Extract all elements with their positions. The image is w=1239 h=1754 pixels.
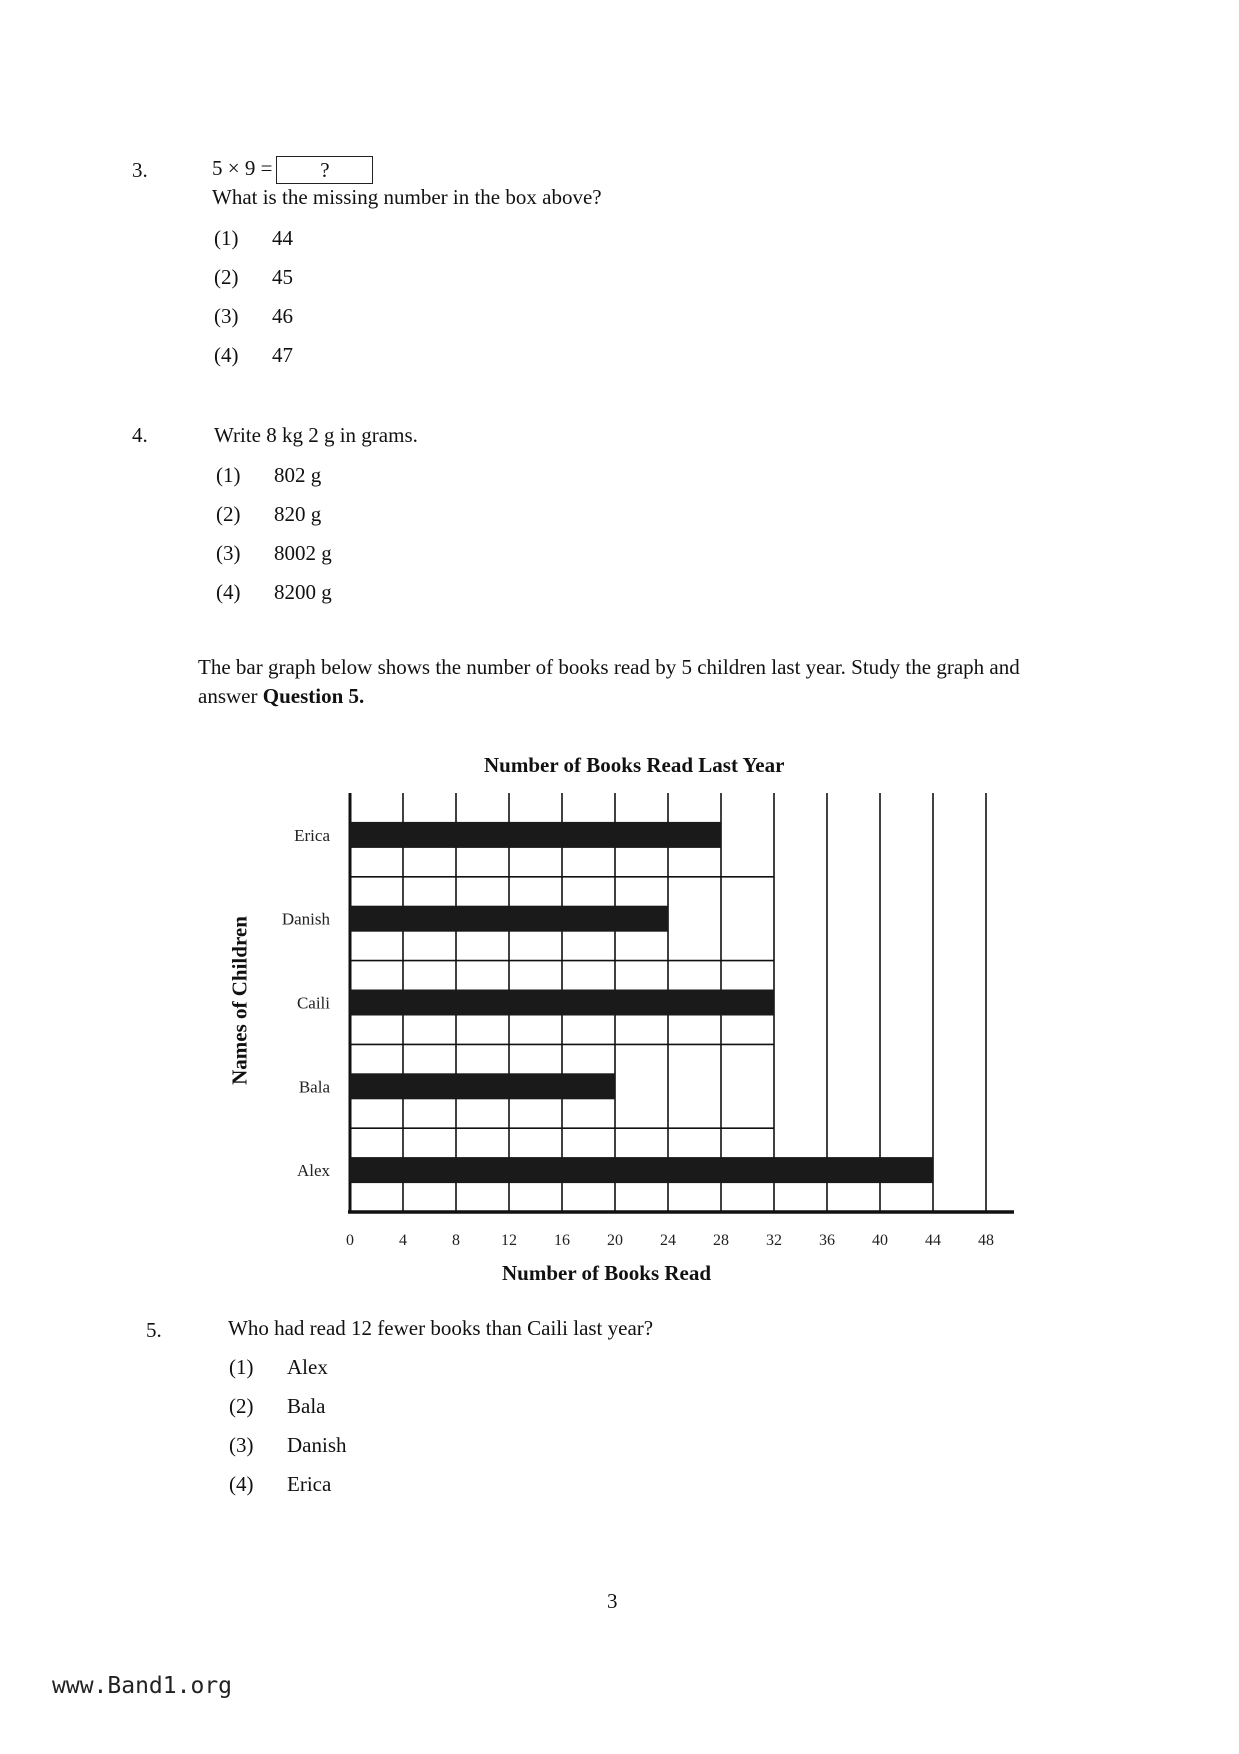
chart-title: Number of Books Read Last Year bbox=[484, 753, 785, 777]
q5-prompt: Who had read 12 fewer books than Caili last year? bbox=[228, 1316, 654, 1340]
option-number: (1) bbox=[214, 226, 239, 250]
x-tick-label: 24 bbox=[660, 1232, 676, 1249]
category-label: Alex bbox=[296, 1161, 330, 1181]
option-value: 46 bbox=[272, 304, 293, 328]
option-number: (4) bbox=[214, 343, 239, 367]
option-value: Bala bbox=[287, 1394, 326, 1418]
chart-intro-bold: Question 5. bbox=[262, 684, 365, 708]
x-tick-label: 8 bbox=[452, 1232, 460, 1249]
x-tick-label: 20 bbox=[607, 1232, 623, 1249]
q3-answer-box: ? bbox=[276, 156, 373, 184]
option-value: 44 bbox=[272, 226, 293, 250]
category-label: Danish bbox=[281, 909, 330, 929]
x-tick-label: 28 bbox=[713, 1232, 729, 1249]
option-value: 8200 g bbox=[274, 580, 332, 604]
category-label: Caili bbox=[296, 993, 330, 1013]
chart-xlabel: Number of Books Read bbox=[502, 1261, 712, 1285]
x-tick-label: 16 bbox=[554, 1232, 570, 1249]
option-value: Alex bbox=[287, 1355, 328, 1379]
x-tick-label: 32 bbox=[766, 1232, 782, 1249]
q3-number: 3. bbox=[132, 158, 148, 182]
bar bbox=[350, 1073, 615, 1099]
x-tick-label: 40 bbox=[872, 1232, 888, 1249]
bar bbox=[350, 906, 668, 932]
bar bbox=[350, 1157, 933, 1183]
option-value: Erica bbox=[287, 1472, 332, 1496]
option-number: (2) bbox=[214, 265, 239, 289]
category-label: Erica bbox=[294, 825, 330, 845]
q3-equation-text: 5 × 9 = bbox=[212, 156, 273, 180]
category-label: Bala bbox=[298, 1077, 330, 1097]
option-number: (1) bbox=[216, 463, 241, 487]
x-tick-label: 36 bbox=[819, 1232, 835, 1249]
q4-prompt: Write 8 kg 2 g in grams. bbox=[214, 423, 418, 447]
chart-intro-text: The bar graph below shows the number of books read by 5 children last year. Study the graph and answer bbox=[198, 655, 1020, 708]
x-tick-label: 44 bbox=[925, 1232, 941, 1249]
option-number: (3) bbox=[216, 541, 241, 565]
bar bbox=[350, 822, 721, 848]
option-number: (2) bbox=[229, 1394, 254, 1418]
option-number: (2) bbox=[216, 502, 241, 526]
option-number: (4) bbox=[216, 580, 241, 604]
option-number: (1) bbox=[229, 1355, 254, 1379]
x-tick-label: 12 bbox=[501, 1232, 517, 1249]
q3-prompt: What is the missing number in the box above? bbox=[212, 185, 602, 209]
x-tick-label: 4 bbox=[399, 1232, 407, 1249]
q5-number: 5. bbox=[146, 1318, 162, 1342]
option-value: Danish bbox=[287, 1433, 347, 1457]
option-value: 47 bbox=[272, 343, 293, 367]
option-value: 45 bbox=[272, 265, 293, 289]
x-tick-label: 48 bbox=[978, 1232, 994, 1249]
option-value: 8002 g bbox=[274, 541, 332, 565]
chart-ylabel: Names of Children bbox=[227, 916, 252, 1085]
option-number: (3) bbox=[229, 1433, 254, 1457]
q4-number: 4. bbox=[132, 423, 148, 447]
page-number: 3 bbox=[607, 1589, 618, 1613]
footer-url: www.Band1.org bbox=[52, 1673, 233, 1699]
option-number: (3) bbox=[214, 304, 239, 328]
option-value: 820 g bbox=[274, 502, 322, 526]
option-number: (4) bbox=[229, 1472, 254, 1496]
x-tick-label: 0 bbox=[346, 1232, 354, 1249]
option-value: 802 g bbox=[274, 463, 322, 487]
bar bbox=[350, 990, 774, 1016]
